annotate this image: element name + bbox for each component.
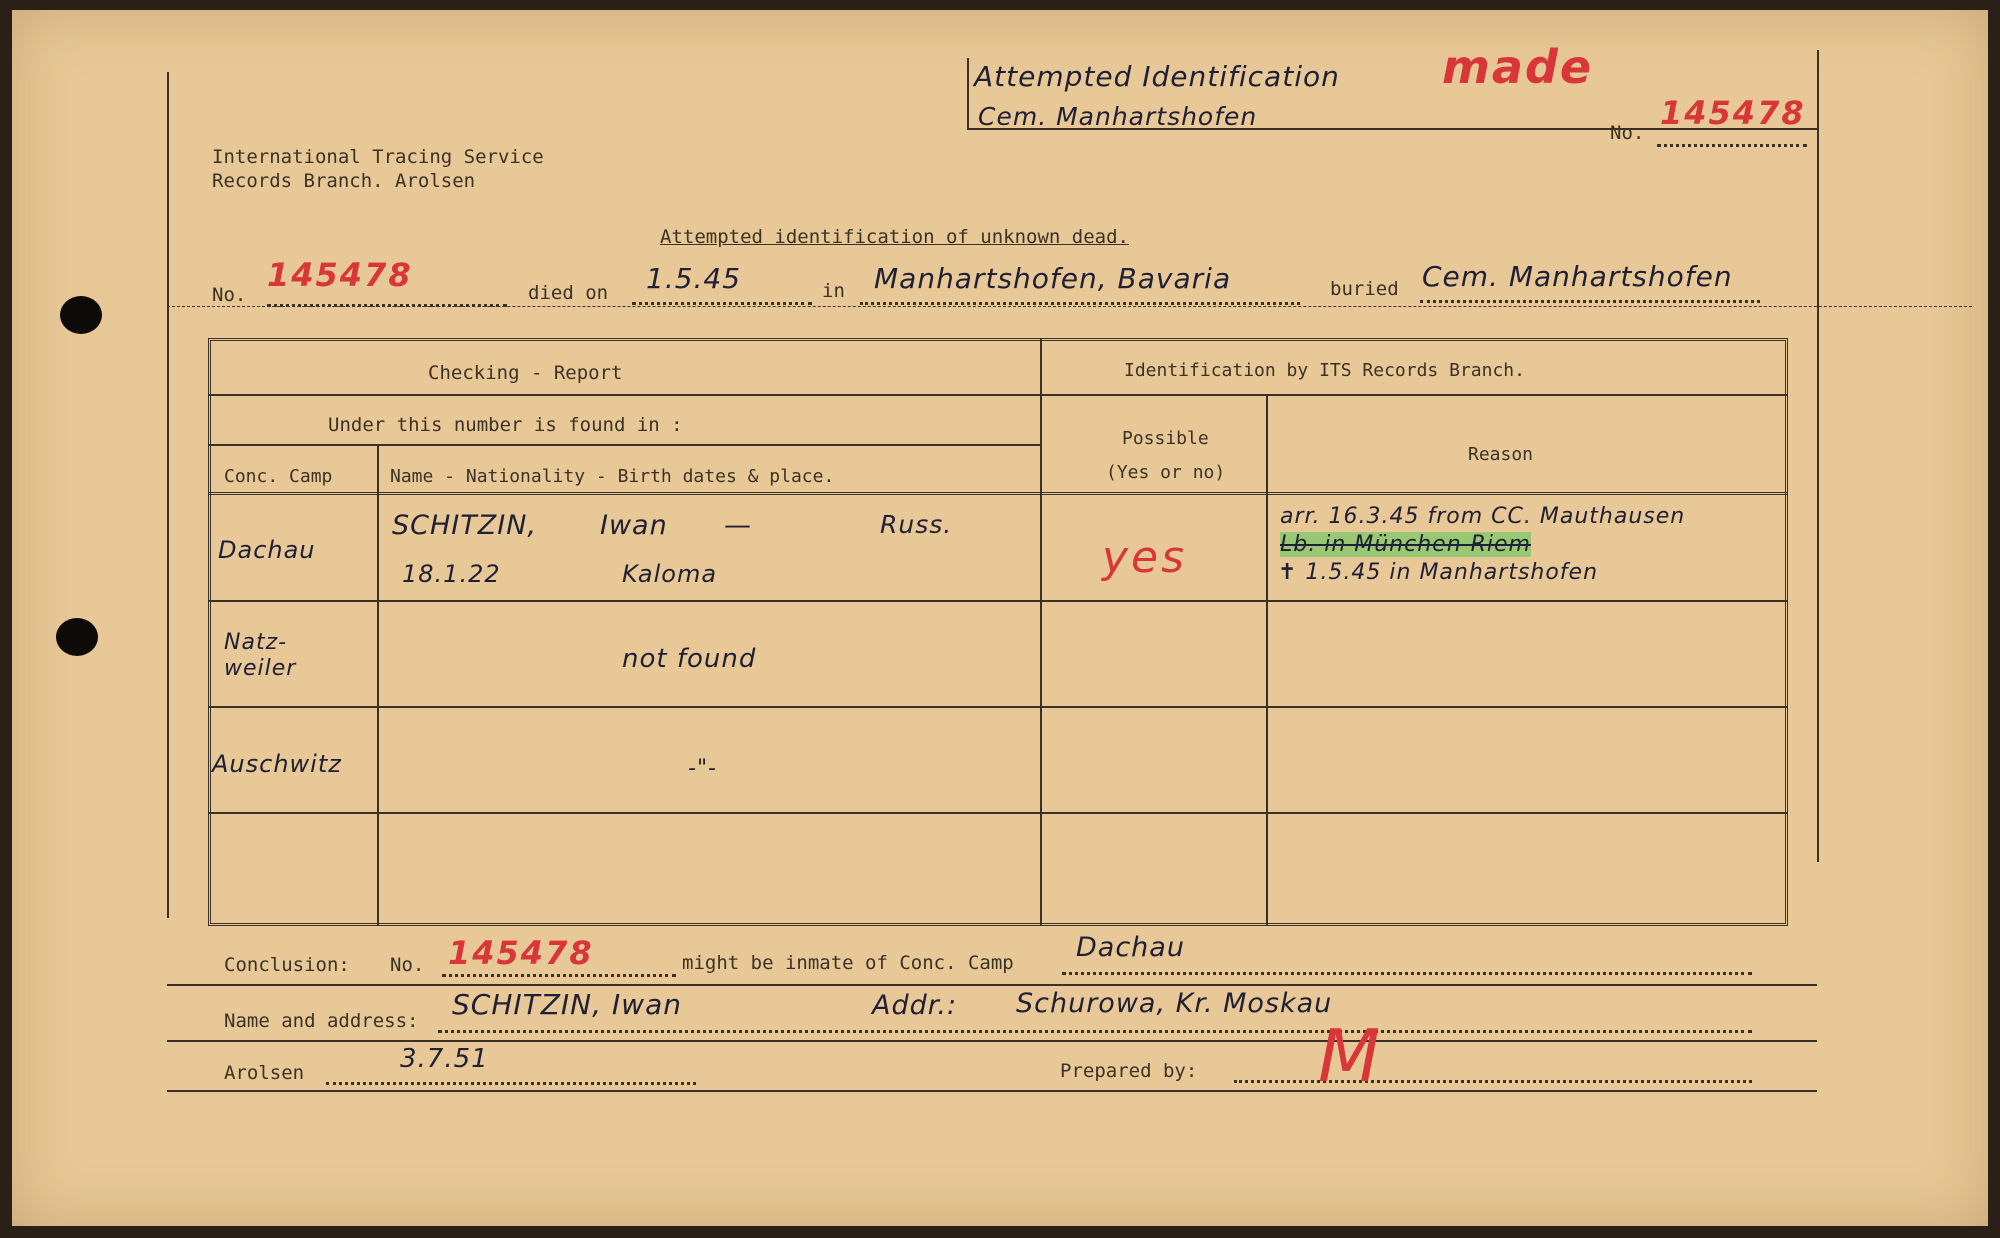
col-possible-header-1: Possible [1122,428,1209,449]
col-camp-header: Conc. Camp [224,466,333,487]
org-line1: International Tracing Service [212,146,544,168]
right-margin-line [1817,50,1819,862]
form-title: Attempted identification of unknown dead. [660,226,1129,248]
conclusion-label: Conclusion: [224,954,350,976]
address-value: Schurowa, Kr. Moskau [1016,988,1333,1019]
row1-firstname: Iwan [600,510,668,541]
org-line2: Records Branch. Arolsen [212,170,476,192]
row1-birth-place: Kaloma [622,560,718,588]
conclusion-no-label: No. [390,954,425,976]
row1-reason-line2: Lb. in München-Riem [1280,532,1531,557]
row1-dash: — [724,510,752,541]
footer-date: 3.7.51 [400,1044,489,1074]
record-card [12,10,1988,1226]
footer-place: Arolsen [224,1062,305,1084]
row2-camp: Natz-weiler [224,630,297,681]
made-stamp: made [1442,40,1594,94]
row1-nationality: Russ. [880,510,953,539]
punch-hole-top [60,296,102,334]
conclusion-camp: Dachau [1076,932,1185,963]
row1-birth-date: 18.1.22 [402,560,501,588]
row3-entry: -"- [688,756,717,781]
header-box-left [967,58,969,130]
died-on-label: died on [528,282,609,304]
address-label: Addr.: [872,990,958,1021]
attempted-identification-label: Attempted Identification [974,60,1340,93]
death-place: Manhartshofen, Bavaria [874,262,1232,295]
header-cemetery: Cem. Manhartshofen [978,102,1258,131]
header-number: 145478 [1660,94,1806,132]
name-address-label: Name and address: [224,1010,419,1032]
in-label: in [822,280,845,302]
found-in-header: Under this number is found in : [328,414,683,436]
buried-place: Cem. Manhartshofen [1422,260,1733,293]
col-possible-header-2: (Yes or no) [1106,462,1226,483]
identification-header: Identification by ITS Records Branch. [1124,360,1525,381]
punch-hole-bottom [56,618,98,656]
buried-label: buried [1330,278,1399,300]
name-address-name: SCHITZIN, Iwan [452,988,682,1021]
checking-report-header: Checking - Report [428,362,623,384]
prepared-by-label: Prepared by: [1060,1060,1198,1082]
left-margin-line [167,72,169,918]
conclusion-might-be: might be inmate of Conc. Camp [682,952,1014,974]
row1-reason-line1: arr. 16.3.45 from CC. Mauthausen [1280,504,1686,529]
header-no-label: No. [1610,122,1645,144]
row1-reason-line3: ✝ 1.5.45 in Manhartshofen [1278,560,1599,585]
col-name-header: Name - Nationality - Birth dates & place. [390,466,835,487]
row3-camp: Auschwitz [212,750,342,778]
died-date: 1.5.45 [646,262,742,295]
row1-surname: SCHITZIN, [392,510,537,541]
signature: M [1318,1014,1381,1098]
row1-camp: Dachau [218,536,316,564]
row1-possible: yes [1102,532,1188,583]
death-number: 145478 [267,256,413,294]
col-reason-header: Reason [1468,444,1534,465]
row2-entry: not found [622,644,757,674]
death-no-label: No. [212,284,247,306]
conclusion-number: 145478 [448,934,594,972]
